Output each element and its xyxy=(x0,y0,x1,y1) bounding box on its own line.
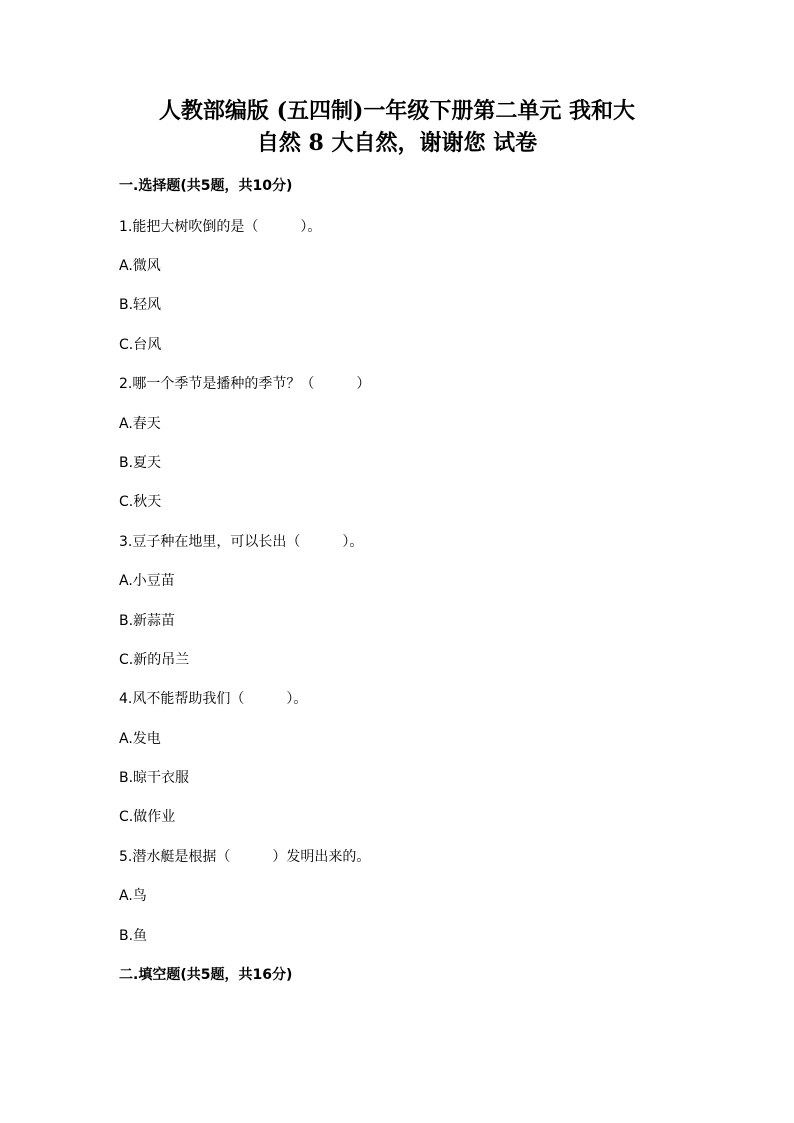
option-a: A.微风 xyxy=(119,258,161,274)
option-a: A.春天 xyxy=(119,416,161,432)
question-stem: 3.豆子种在地里，可以长出（ ）。 xyxy=(119,534,364,550)
question-stem: 4.风不能帮助我们（ ）。 xyxy=(119,691,308,707)
option-c: C.做作业 xyxy=(119,809,176,825)
document-title-line-2: 自然 8 大自然，谢谢您 试卷 xyxy=(256,130,538,156)
question-stem: 1.能把大树吹倒的是（ ）。 xyxy=(119,219,322,235)
option-b: B.轻风 xyxy=(119,297,162,313)
option-c: C.新的吊兰 xyxy=(119,652,190,668)
option-a: A.小豆苗 xyxy=(119,573,175,589)
option-b: B.新蒜苗 xyxy=(119,613,176,629)
option-c: C.台风 xyxy=(119,337,162,353)
section-heading-fill-in: 二.填空题(共5题，共16分) xyxy=(119,967,293,983)
option-b: B.夏天 xyxy=(119,455,162,471)
option-c: C.秋天 xyxy=(119,494,162,510)
document-title-line-1: 人教部编版 (五四制)一年级下册第二单元 我和大 xyxy=(158,98,636,124)
option-a: A.发电 xyxy=(119,731,161,747)
question-stem: 2.哪一个季节是播种的季节？（ ） xyxy=(119,376,371,392)
option-b: B.晾干衣服 xyxy=(119,770,190,786)
section-heading-choice: 一.选择题(共5题，共10分) xyxy=(119,178,293,194)
option-a: A.鸟 xyxy=(119,888,147,904)
question-stem: 5.潜水艇是根据（ ）发明出来的。 xyxy=(119,849,371,865)
option-b: B.鱼 xyxy=(119,928,148,944)
